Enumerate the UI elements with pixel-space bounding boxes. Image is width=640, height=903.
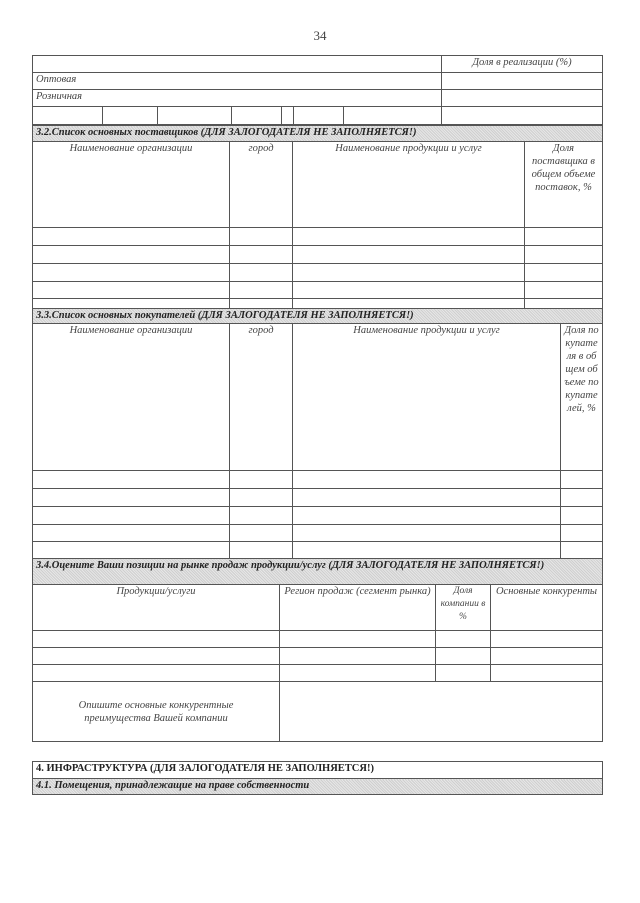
- table-row: [33, 228, 603, 246]
- sales-share-cell[interactable]: [442, 73, 603, 90]
- infrastructure-title: 4. ИНФРАСТРУКТУРА (ДЛЯ ЗАЛОГОДАТЕЛЯ НЕ ЗАПОЛНЯЕТСЯ!): [33, 762, 603, 779]
- grid-cell[interactable]: [103, 107, 158, 125]
- table-row: [33, 507, 603, 525]
- suppliers-table: [32, 125, 603, 316]
- sales-share-row-retail: Розничная: [33, 90, 442, 107]
- table-row: [33, 542, 603, 559]
- market-col-region: Регион продаж (сегмент рынка): [280, 585, 436, 631]
- buyers-col-share: Доля покупателя в общем объеме покупателей, %: [561, 324, 603, 471]
- suppliers-col-share: Доля поставщика в общем объеме поставок, %: [525, 142, 603, 228]
- market-table: [32, 558, 603, 742]
- page-number: 34: [313, 28, 327, 43]
- sales-share-table: [32, 55, 603, 125]
- buyers-col-org: Наименование организации: [33, 324, 230, 471]
- grid-cell[interactable]: [33, 107, 103, 125]
- table-row: [33, 282, 603, 299]
- suppliers-col-city: город: [230, 142, 293, 228]
- table-row: [33, 471, 603, 489]
- market-advantages-label: Опишите основные конкурентные преимущества Вашей компании: [33, 682, 280, 742]
- buyers-col-products: Наименование продукции и услуг: [293, 324, 561, 471]
- market-col-products: Продукции/услуги: [33, 585, 280, 631]
- sales-share-cell[interactable]: [442, 90, 603, 107]
- infrastructure-subtitle: 4.1. Помещения, принадлежащие на праве собственности: [33, 779, 603, 795]
- suppliers-col-org: Наименование организации: [33, 142, 230, 228]
- suppliers-title: 3.2.Список основных поставщиков (ДЛЯ ЗАЛОГОДАТЕЛЯ НЕ ЗАПОЛНЯЕТСЯ!): [33, 126, 603, 142]
- table-row: [33, 665, 603, 682]
- grid-cell[interactable]: [158, 107, 232, 125]
- infrastructure-table: [32, 761, 603, 795]
- table-row: [33, 246, 603, 264]
- grid-cell[interactable]: [294, 107, 344, 125]
- table-row: [33, 489, 603, 507]
- market-col-share: Доля компании в %: [436, 585, 491, 631]
- sales-share-header: Доля в реализации (%): [442, 56, 603, 73]
- buyers-table: [32, 308, 603, 559]
- grid-cell[interactable]: [232, 107, 282, 125]
- table-row: [33, 648, 603, 665]
- buyers-title: 3.3.Список основных покупателей (ДЛЯ ЗАЛОГОДАТЕЛЯ НЕ ЗАПОЛНЯЕТСЯ!): [33, 309, 603, 324]
- market-advantages-field[interactable]: [280, 682, 603, 742]
- market-title: 3.4.Оцените Ваши позиции на рынке продаж продукции/услуг (ДЛЯ ЗАЛОГОДАТЕЛЯ НЕ ЗАПОЛНЯЕТСЯ!): [33, 559, 603, 585]
- sales-share-row-wholesale: Оптовая: [33, 73, 442, 90]
- table-row: [33, 631, 603, 648]
- buyers-col-city: город: [230, 324, 293, 471]
- grid-cell[interactable]: [442, 107, 603, 125]
- table-row: [33, 264, 603, 282]
- grid-cell[interactable]: [282, 107, 294, 125]
- table-row: [33, 525, 603, 542]
- market-col-competitors: Основные конкуренты: [491, 585, 603, 631]
- grid-cell[interactable]: [344, 107, 442, 125]
- suppliers-col-products: Наименование продукции и услуг: [293, 142, 525, 228]
